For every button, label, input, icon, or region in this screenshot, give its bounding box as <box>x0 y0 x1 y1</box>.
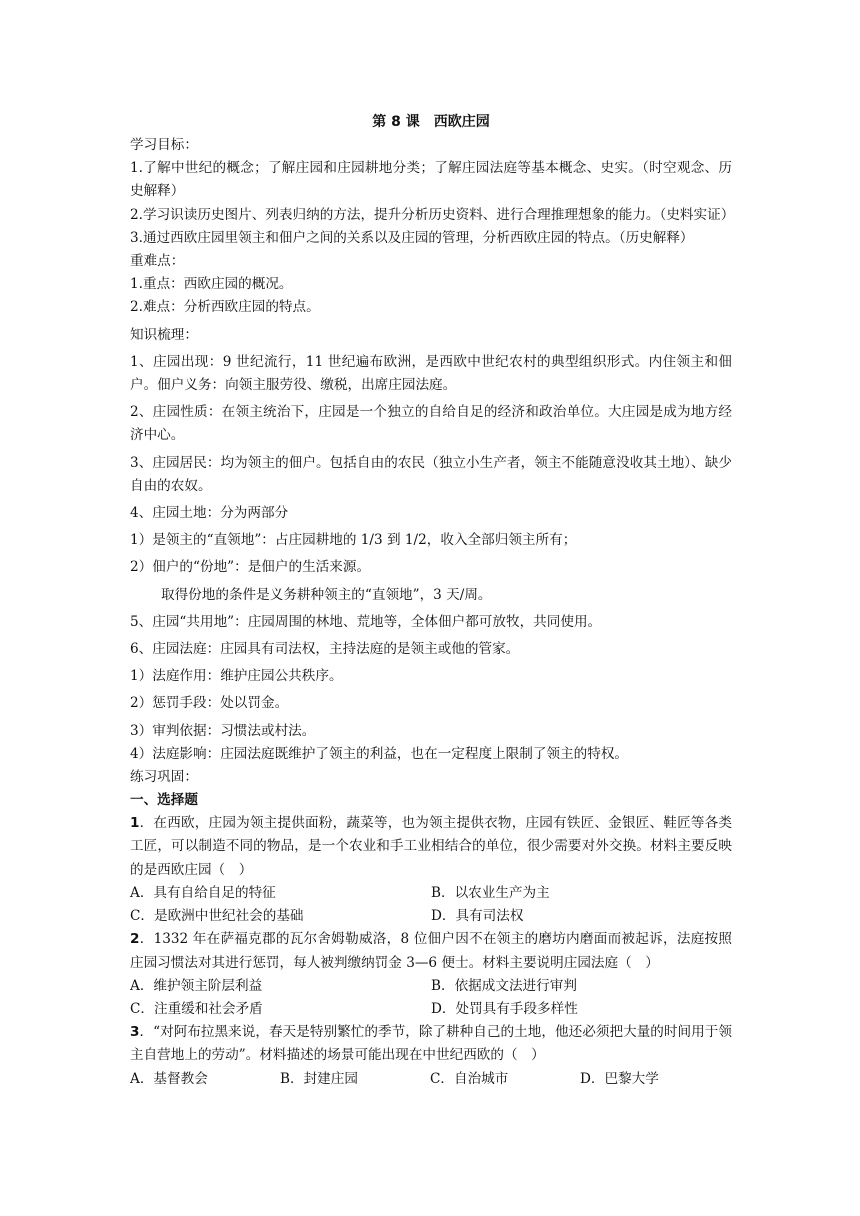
question-3-option-c: C．自治城市 <box>430 1070 509 1087</box>
document-page <box>130 110 735 1091</box>
knowledge-item-6-4: 4）法庭影响：庄园法庭既维护了领主的利益，也在一定程度上限制了领主的特权。 <box>130 745 629 762</box>
question-1 <box>130 812 732 882</box>
question-2-option-d: D．处罚具有手段多样性 <box>431 1000 578 1017</box>
question-1-text: ．在西欧，庄园为领主提供面粉，蔬菜等，也为领主提供衣物，庄园有铁匠、金银匠、鞋匠等各类工匠，可以制造不同的物品，是一个农业和手工业相结合的单位，很少需要对外交换。材料主要反映的是西欧庄园（ ） <box>130 815 732 878</box>
knowledge-item-1: 1、庄园出现：9 世纪流行，11 世纪遍布欧洲，是西欧中世纪农村的典型组织形式。内住领主和佃户。佃户义务：向领主服劳役、缴税，出席庄园法庭。 <box>130 353 732 394</box>
knowledge-item-2: 2、庄园性质：在领主统治下，庄园是一个独立的自给自足的经济和政治单位。大庄园是成为地方经济中心。 <box>130 404 732 444</box>
question-3-option-d: D．巴黎大学 <box>580 1070 659 1087</box>
key-points-heading: 重难点： <box>130 253 185 270</box>
practice-heading: 练习巩固： <box>130 769 198 786</box>
knowledge-item-4: 4、庄园土地：分为两部分 <box>130 505 289 522</box>
goal-item-3: 3.通过西欧庄园里领主和佃户之间的关系以及庄园的管理，分析西欧庄园的特点。（历史解释） <box>130 229 694 246</box>
key-point-1: 1.重点：西欧庄园的概况。 <box>130 276 293 293</box>
knowledge-item-4-1: 1）是领主的“直领地”：占庄园耕地的 1/3 到 1/2，收入全部归领主所有； <box>130 532 577 549</box>
knowledge-item-6-1: 1）法庭作用：维护庄园公共秩序。 <box>130 668 343 685</box>
question-2-text: ．1332 年在萨福克郡的瓦尔舍姆勒威洛，8 位佃户因不在领主的磨坊内磨面而被起诉，法庭按照庄园习惯法对其进行惩罚，每人被判缴纳罚金 3—6 便士。材料主要说明庄园法庭（ ） <box>130 931 732 971</box>
section-heading: 一、选择题 <box>130 792 198 809</box>
goals-heading: 学习目标： <box>130 137 198 153</box>
knowledge-item-6-2: 2）惩罚手段：处以罚金。 <box>130 695 289 712</box>
question-2-option-c: C．注重缓和社会矛盾 <box>130 1000 263 1017</box>
question-2-option-a: A．维护领主阶层利益 <box>130 977 263 994</box>
question-1-option-b: B．以农业生产为主 <box>431 884 550 901</box>
question-2-option-b: B．依据成文法进行审判 <box>431 977 577 994</box>
question-1-number: 1 <box>130 815 140 832</box>
key-point-2: 2.难点：分析西欧庄园的特点。 <box>130 299 320 316</box>
question-2 <box>130 928 732 974</box>
question-1-option-d: D．具有司法权 <box>431 908 524 925</box>
knowledge-item-3: 3、庄园居民：均为领主的佃户。包括自由的农民（独立小生产者，领主不能随意没收其土地）、缺少自由的农奴。 <box>130 454 732 494</box>
question-1-option-c: C．是欧洲中世纪社会的基础 <box>130 908 304 925</box>
page-title: 第 8 课 西欧庄园 <box>372 114 490 130</box>
question-3-text: ．“对阿布拉黑来说，春天是特别繁忙的季节，除了耕种自己的土地，他还必须把大量的时间用于领主自营地上的劳动”。材料描述的场景可能出现在中世纪西欧的（ ） <box>130 1024 732 1064</box>
knowledge-item-6-3: 3）审判依据：习惯法或村法。 <box>130 722 316 739</box>
goal-item-2: 2.学习识读历史图片、列表归纳的方法，提升分析历史资料、进行合理推理想象的能力。（史料实证） <box>130 206 735 223</box>
question-3-option-b: B．封建庄园 <box>280 1070 358 1087</box>
question-1-option-a: A．具有自给自足的特征 <box>130 884 276 901</box>
question-2-options <box>130 975 732 1021</box>
knowledge-item-6: 6、庄园法庭：庄园具有司法权，主持法庭的是领主或他的管家。 <box>130 641 520 658</box>
goal-item-1: 1.了解中世纪的概念；了解庄园和庄园耕地分类；了解庄园法庭等基本概念、史实。（时空观念、历史解释） <box>130 160 732 200</box>
question-3-number: 3 <box>130 1024 140 1041</box>
knowledge-item-4-3: 取得份地的条件是义务耕种领主的“直领地”，3 天/周。 <box>161 586 492 603</box>
question-3-option-a: A．基督教会 <box>130 1070 208 1087</box>
knowledge-heading: 知识梳理： <box>130 326 198 343</box>
question-2-number: 2 <box>130 931 140 948</box>
question-3 <box>130 1021 732 1067</box>
knowledge-item-5: 5、庄园“共用地”：庄园周围的林地、荒地等，全体佃户都可放牧，共同使用。 <box>130 613 602 630</box>
knowledge-item-4-2: 2）佃户的“份地”：是佃户的生活来源。 <box>130 559 371 576</box>
question-3-options <box>130 1068 732 1091</box>
question-1-options <box>130 882 732 928</box>
